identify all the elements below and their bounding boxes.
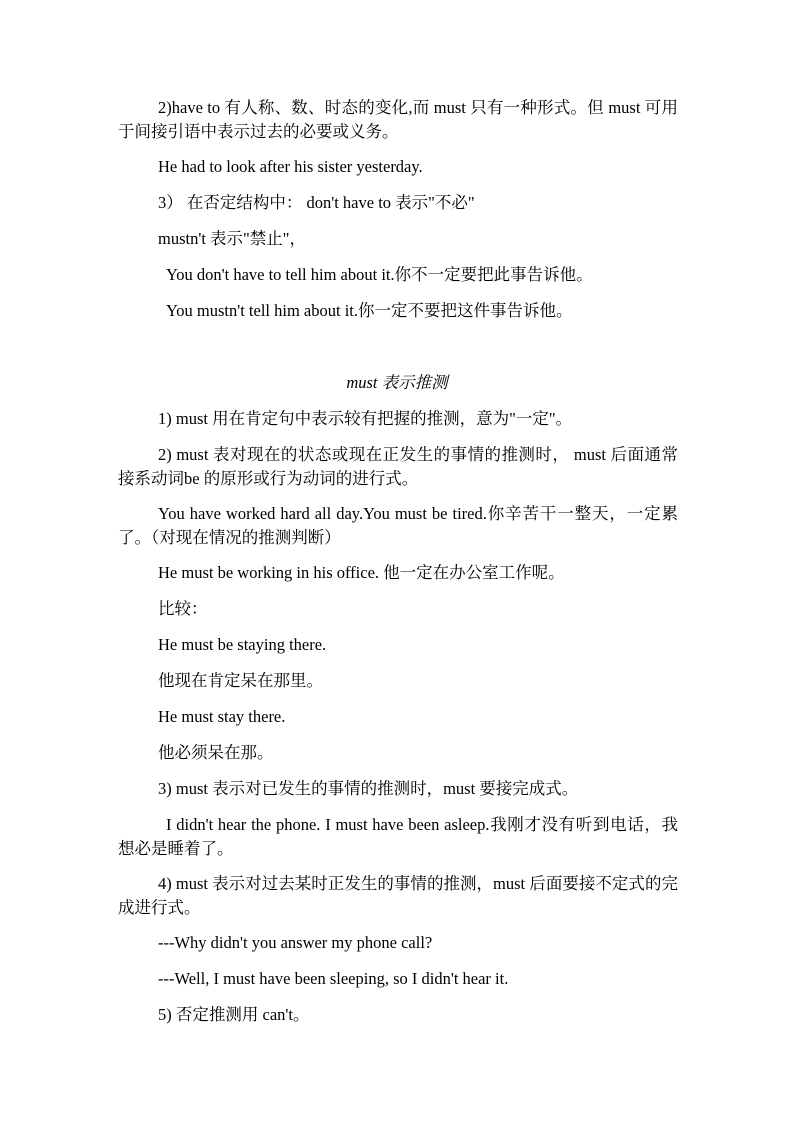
example-translation: 他必须呆在那。 xyxy=(158,743,274,762)
example-sentence: He must be staying there. xyxy=(158,635,327,654)
dialogue-line: ---Why didn't you answer my phone call? xyxy=(158,933,433,952)
paragraph-rule-4: 4) must 表示对过去某时正发生的事情的推测，must 后面要接不定式的完成进行式。 xyxy=(118,874,678,917)
example-sentence: You mustn't tell him about it.你一定不要把这件事告诉他。 xyxy=(166,301,573,320)
example-sentence: You have worked hard all day.You must be tired.你辛苦干一整天，一定累了。（对现在情况的推测判断） xyxy=(118,504,678,547)
example-translation: 他现在肯定呆在那里。 xyxy=(158,671,323,690)
paragraph-mustnt: mustn't 表示"禁止"， xyxy=(158,229,306,248)
section-heading: must 表示推测 xyxy=(346,373,448,392)
example-sentence: I didn't hear the phone. I must have been asleep.我刚才没有听到电话，我想必是睡着了。 xyxy=(118,815,678,858)
comparison-label: 比较： xyxy=(158,599,208,618)
example-sentence: He must stay there. xyxy=(158,707,286,726)
example-sentence: He had to look after his sister yesterday. xyxy=(158,157,423,176)
paragraph-rule-3: 3) must 表示对已发生的事情的推测时，must 要接完成式。 xyxy=(158,779,579,798)
dialogue-line: ---Well, I must have been sleeping, so I didn't hear it. xyxy=(158,969,509,988)
example-sentence: He must be working in his office. 他一定在办公室工作呢。 xyxy=(158,563,565,582)
paragraph-have-to-forms: 2)have to 有人称、数、时态的变化,而 must 只有一种形式。但 must 可用于间接引语中表示过去的必要或义务。 xyxy=(118,98,678,141)
paragraph-rule-2: 2) must 表对现在的状态或现在正发生的事情的推测时， must 后面通常接系动词be 的原形或行为动词的进行式。 xyxy=(118,445,678,488)
paragraph-rule-5: 5) 否定推测用 can't。 xyxy=(158,1005,310,1024)
paragraph-negative-structure: 3） 在否定结构中： don't have to 表示"不必" xyxy=(158,193,475,212)
paragraph-rule-1: 1) must 用在肯定句中表示较有把握的推测，意为"一定"。 xyxy=(158,409,573,428)
example-sentence: You don't have to tell him about it.你不一定要把此事告诉他。 xyxy=(166,265,593,284)
